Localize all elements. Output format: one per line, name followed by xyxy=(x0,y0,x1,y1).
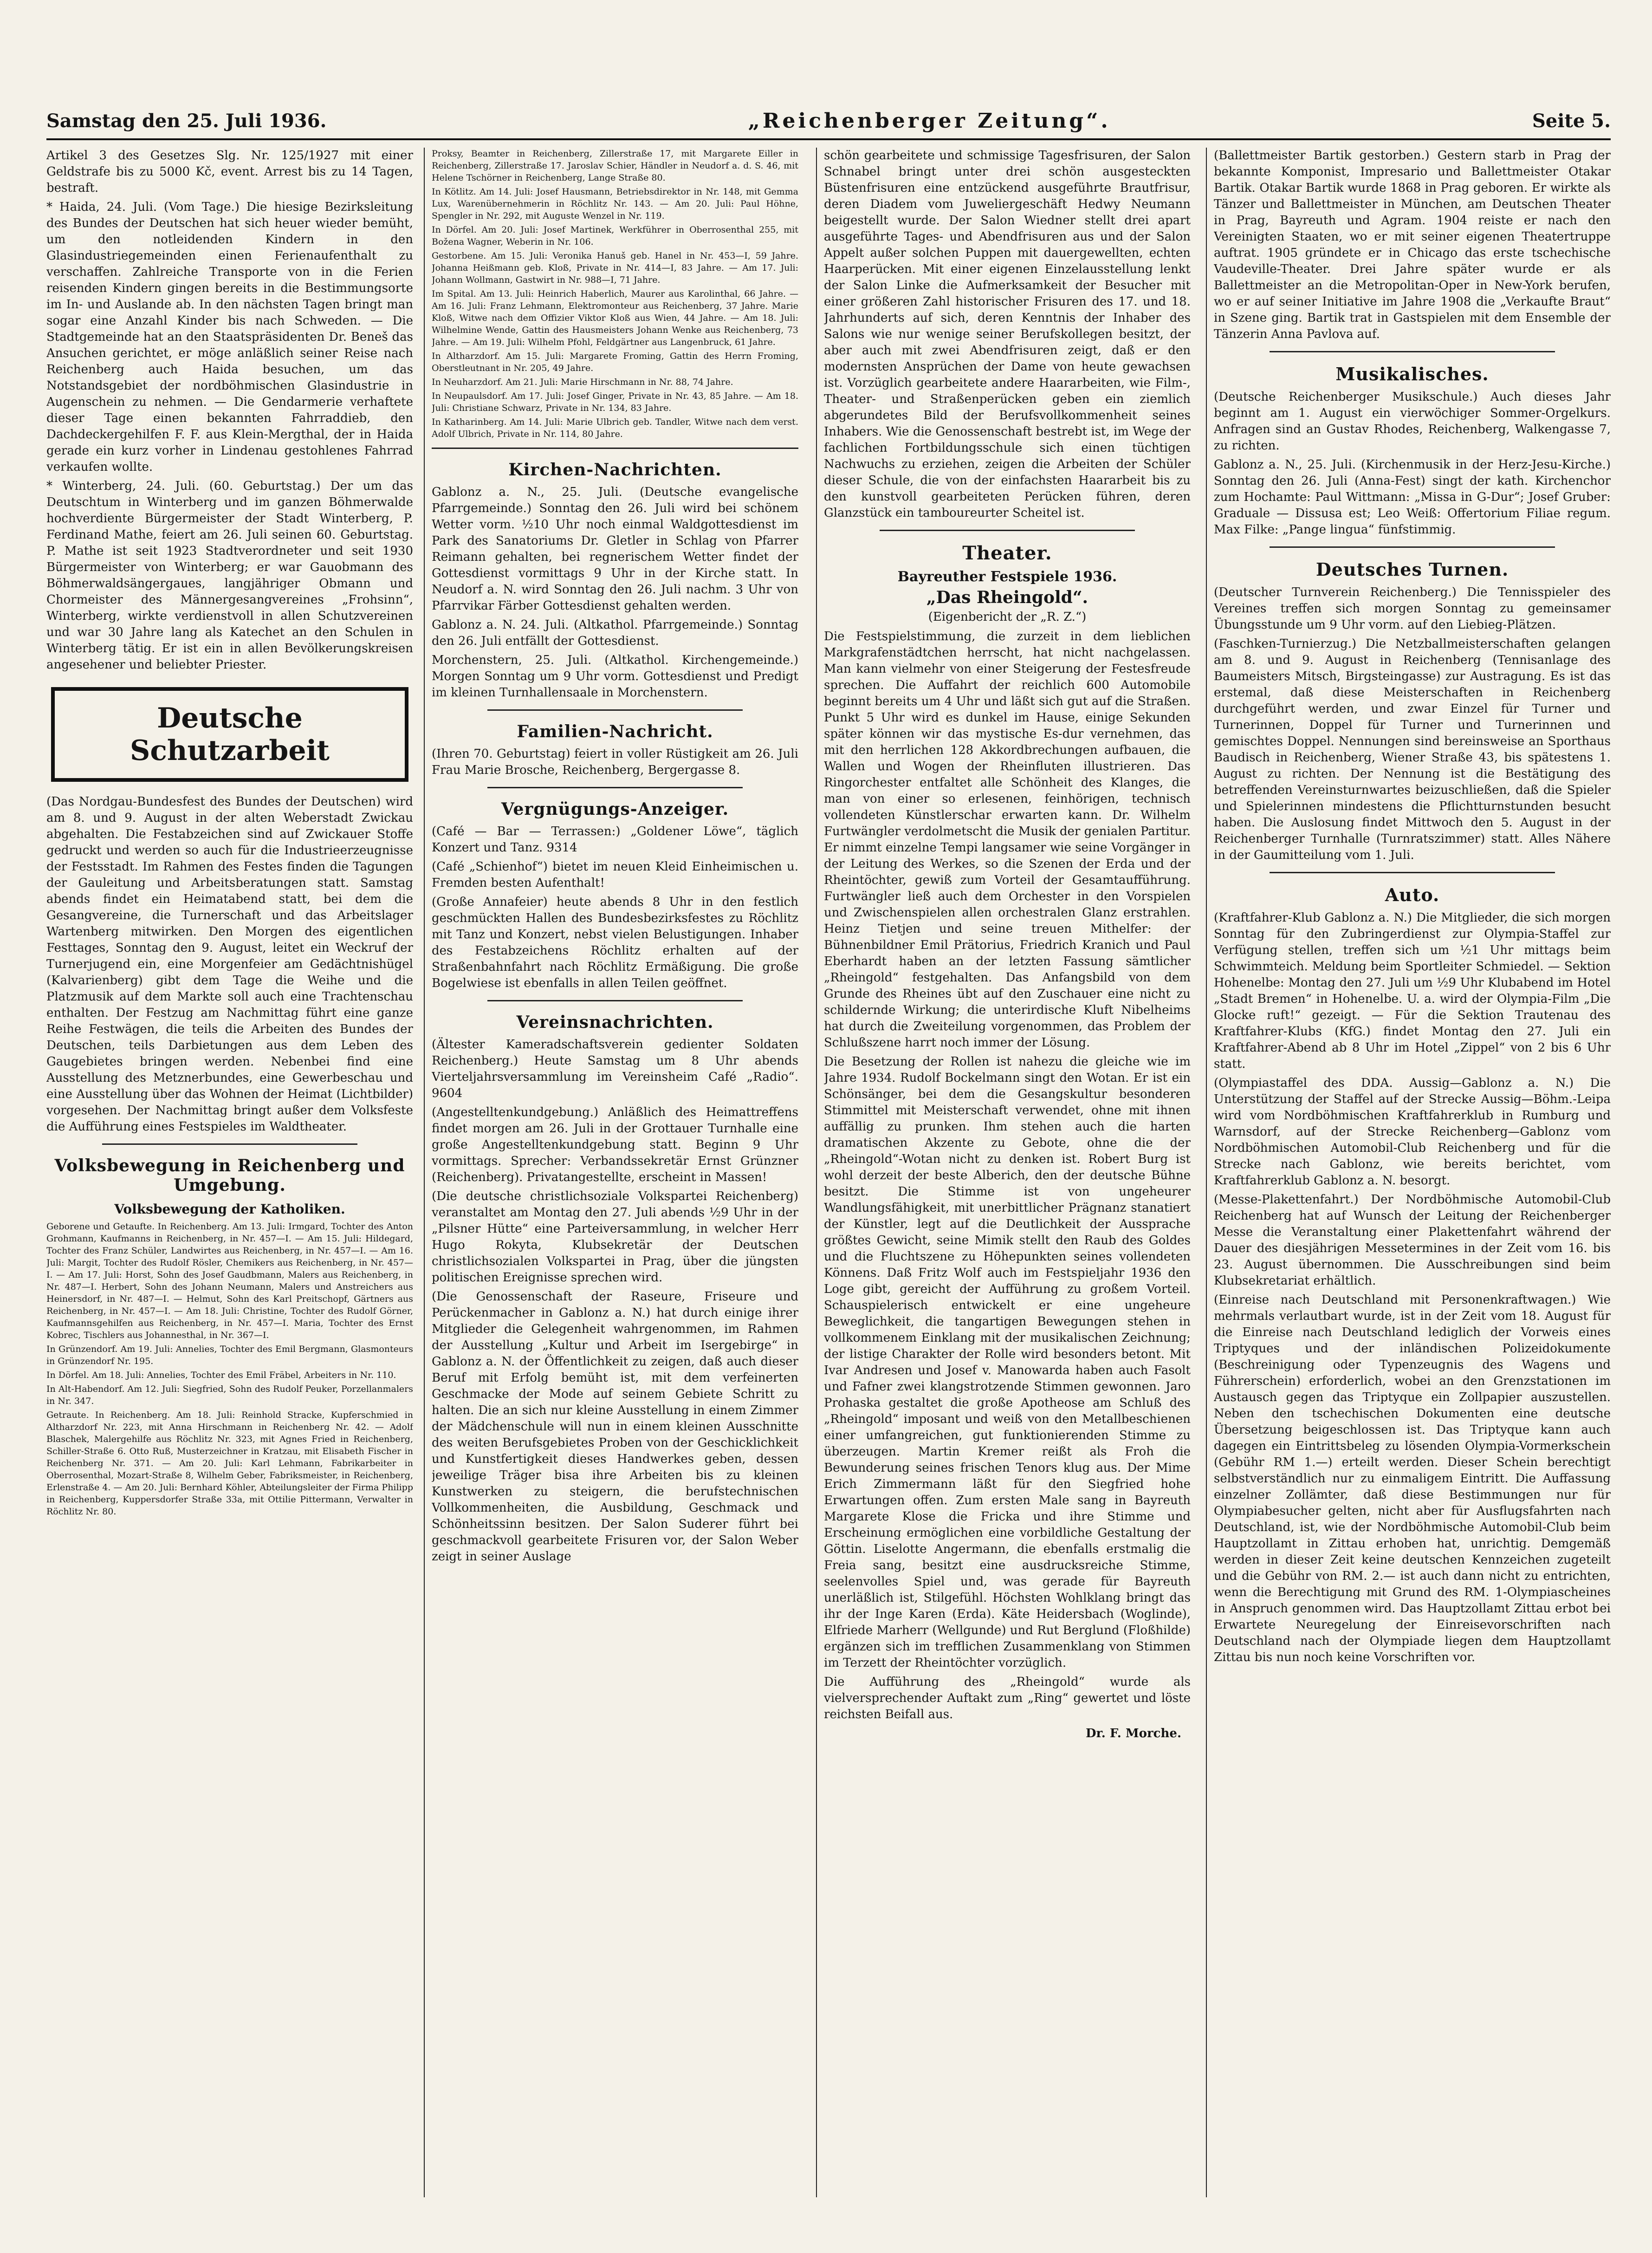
article-paragraph: Artikel 3 des Gesetzes Slg. Nr. 125/1927 mit einer Geldstrafe bis zu 5000 Kč, event. Arrest bis zu 14 Tagen, bestraft. xyxy=(46,149,413,195)
vital-record: In Alt-Habendorf. Am 12. Juli: Siegfried, Sohn des Rudolf Peuker, Porzellanmalers in Nr. 347. xyxy=(46,1384,413,1406)
section-rule xyxy=(487,709,743,711)
vital-record: In Neuharzdorf. Am 21. Juli: Marie Hirschmann in Nr. 88, 74 Jahre. xyxy=(432,377,733,387)
article-paragraph: Morchenstern, 25. Juli. (Altkathol. Kirchengemeinde.) Morgen Sonntag um 9 Uhr vorm. Gottesdienst und Predigt im kleinen Turnhallensaale in Morchenstern. xyxy=(432,653,798,700)
column-4 xyxy=(1214,148,1611,2197)
section-heading: Familien-Nachricht. xyxy=(517,722,713,741)
article-paragraph: (Die Genossenschaft der Raseure, Friseure und Perückenmacher in Gablonz a. N.) hat durch einige ihrer Mitglieder die Gelegenheit wahrgenommen, im Rahmen der Ausstellung „Kultur und Arbeit im Isergebirge“ in Gablonz a. N. der Öffentlichkeit zu zeigen, daß auch dieser Beruf mit Erfolg bemüht ist, mit dem verfeinerten Geschmacke der Mode auf seinem Gebiete Schritt zu halten. Die an sich nur kleine Ausstellung in einem Zimmer der Mädchenschule will nun in einem kleinen Ausschnitte des weiten Berufsgebietes Proben von der Geschicklichkeit und Kunstfertigkeit dieses Handwerkes geben, dessen jeweilige Träger bisa ihre Arbeiten bis zu kleinen Kunstwerken zu steigern, die berufstechnischen Vollkommenheiten, die Ausbildung, Geschmack und Schönheitssinn besitzen. Der Salon Suderer führt bei geschmackvoll gearbeitete Frisuren vor, der Salon Weber zeigt in seiner Auslage xyxy=(432,1290,798,1564)
vital-record: In Kötlitz. Am 14. Juli: Josef Hausmann, Betriebsdirektor in Nr. 148, mit Gemma Lux, Warenübernehmerin in Röchlitz Nr. 143. — Am 20. Juli: Paul Höhne, Spengler in Nr. 292, mit Auguste Wenzel in Nr. 119. xyxy=(432,187,798,221)
section-heading: Kirchen-Nachrichten. xyxy=(508,460,722,480)
vital-record: In Dörfel. Am 20. Juli: Josef Martinek, Werkführer in Oberrosenthal 255, mit Božena Wagner, Weberin in Nr. 106. xyxy=(432,225,798,247)
section-rule xyxy=(1270,872,1555,873)
article-paragraph: (Ihren 70. Geburtstag) feiert in voller Rüstigkeit am 26. Juli Frau Marie Brosche, Reichenberg, Bergergasse 8. xyxy=(432,747,798,777)
article-paragraph: (Café — Bar — Terrassen:) „Goldener Löwe“, täglich Konzert und Tanz. 9314 xyxy=(432,825,798,855)
section-heading: Deutsches Turnen. xyxy=(1315,559,1509,580)
article-nordgau: (Das Nordgau-Bundesfest des Bundes der Deutschen) wird am 8. und 9. August in der alten Weberstadt Zwickau abgehalten. Die Festabzeichen sind auf Zwickauer Stoffe gedruckt und werden so auch für die Industrieerzeugnisse der Festsstadt. Im Rahmen des Festes finden die Tagungen der Gauleitung und Arbeitsberatungen statt. Samstag abends findet ein Heimatabend statt, bei dem die Gesangvereine, die Turnerschaft und das Arbeitslager Wartenberg mitwirken. Den Morgen des eigentlichen Festtages, Sonntag den 9. August, leitet ein Weckruf der Turnerjugend ein, eine Morgenfeier am Gedächtnishügel (Kalvarienberg) gibt dem Tage die Weihe und die Platzmusik auf dem Markte soll auch eine Trachtenschau enthalten. Der Festzug am Nachmittag führt eine ganze Reihe Festwägen, die teils die Arbeiten des Bundes der Deutschen, teils Darbietungen aus dem Leben des Gaugebietes bringen werden. Nebenbei find eine Ausstellung des Metznerbundes, eine Gewerbeschau und eine Ausstellung über das Wohnen der Heimat (Lichtbilder) vorgesehen. Der Nachmittag bringt außer dem Volksfeste die Aufführung eines Festspieles im Waldtheater. xyxy=(46,795,413,1134)
article-paragraph: (Messe-Plakettenfahrt.) Der Nordböhmische Automobil-Club Reichenberg hat auf Wunsch der Leitung der Reichenberger Messe die Veranstaltung einer Plakettenfahrt während der Dauer des diesjährigen Messetermines in der Zeit vom 16. bis 23. August übernommen. Die Ausschreibungen sind beim Klubsekretariat erhältlich. xyxy=(1214,1193,1611,1288)
article-kicker: Bayreuther Festspiele 1936. xyxy=(897,569,1117,585)
vital-record: In Grünzendorf. Am 19. Juli: Annelies, Tochter des Emil Bergmann, Glasmonteurs in Grünzendorf Nr. 195. xyxy=(46,1344,413,1366)
section-rule xyxy=(1270,351,1555,352)
article-paragraph: (Faschken-Turnierzug.) Die Netzballmeisterschaften gelangen am 8. und 9. August in Reichenberg (Tennisanlage des Baumeisters Mitsch, Birgsteingasse) zur Austragung. Es ist das erstemal, daß diese Meisterschaften in Reichenberg durchgeführt werden, und zwar Einzel für Turner und Turnerinnen, Doppel für Turner und Turnerinnen und gemischtes Doppel. Nennungen sind bereinsweise an Sporthaus Baudisch in Reichenberg, Wiener Straße 43, bis spätestens 1. August zu richten. Der Nennung ist die Bestätigung des betreffenden Vereinsturnwartes beizuschließen, daß die Spieler und Spielerinnen mindestens die Pflichtturnstunden besucht haben. Die Auslosung findet Mittwoch den 5. August in der Reichenberger Turnhalle (Turnratszimmer) statt. Alles Nähere in der Gaumitteilung vom 1. Juli. xyxy=(1214,637,1611,862)
article-haida: * Haida, 24. Juli. (Vom Tage.) Die hiesige Bezirksleitung des Bundes der Deutschen hat sich heuer wieder bemüht, um den notleidenden Kindern in den Glasindustriegemeinden einen Ferienaufenthalt zu verschaffen. Zahlreiche Transporte von in die Ferien reisenden Kindern gingen bereits in die Bestimmungsorte im In- und Auslande ab. In den nächsten Tagen bringt man sogar eine Anzahl Kinder bis nach Schweden. — Die Stadtgemeinde hat an den Staatspräsidenten Dr. Beneš das Ansuchen gerichtet, er möge anläßlich seiner Reise nach Reichenberg auch Haida besuchen, um das Notstandsgebiet der nordböhmischen Glasindustrie in Augenschein zu nehmen. — Die Gendarmerie verhaftete dieser Tage einen bekannten Fahrraddieb, den Dachdeckergehilfen F. F. aus Klein-Mergthal, der in Haida gerade ein kurz vorher in Lindenau gestohlenes Fahrrad verkaufen wollte. xyxy=(46,200,413,474)
column-1 xyxy=(46,148,413,2197)
page-header xyxy=(46,107,1611,135)
article-paragraph: Die Aufführung des „Rheingold“ wurde als vielversprechender Auftakt zum „Ring“ gewertet und löste reichsten Beifall aus. xyxy=(824,1675,1191,1721)
section-heading: Auto. xyxy=(1385,884,1440,905)
section-rule xyxy=(487,787,743,788)
article-paragraph: Gablonz a. N., 25. Juli. (Kirchenmusik in der Herz-Jesu-Kirche.) Sonntag den 26. Juli (Anna-Fest) singt der kath. Kirchenchor zum Hochamte: Paul Wittmann: „Missa in G-Dur“; Josef Gruber: Graduale — Dissusa est; Leo Weiß: Offertorium Filiae regum. Max Filke: „Pange lingua“ fünfstimmig. xyxy=(1214,458,1611,537)
column-rule xyxy=(816,148,817,2197)
vital-record: Geborene und Getaufte. In Reichenberg. Am 13. Juli: Irmgard, Tochter des Anton Grohmann, Kaufmanns in Reichenberg, in Nr. 457—I. — Am 15. Juli: Hildegard, Tochter des Franz Schüler, Landwirtes aus Reichenberg, in Nr. 457—I. — Am 16. Juli: Margit, Tochter des Rudolf Rösler, Chemikers aus Reichenberg, in Nr. 457—I. — Am 17. Juli: Horst, Sohn des Josef Gaudbmann, Malers aus Reichenberg, in Nr. 487—I. Herbert, Sohn des Johann Neumann, Malers und Anstreichers aus Heinersdorf, in Nr. 487—I. — Helmut, Sohn des Karl Preitschopf, Gärtners aus Reichenberg, in Nr. 457—I. — Am 18. Juli: Christine, Tochter des Rudolf Görner, Kaufmannsgehilfen aus Reichenberg, in Nr. 457—I. Maria, Tochter des Ernst Kobrec, Tischlers aus Johannesthal, in Nr. 367—I. xyxy=(46,1221,413,1340)
article-paragraph: (Ältester Kameradschaftsverein gedienter Soldaten Reichenberg.) Heute Samstag um 8 Uhr abends Vierteljahrsversammlung im Vereinsheim Café „Radio“. 9604 xyxy=(432,1038,798,1100)
vital-record: Proksy, Beamter in Reichenberg, Zillerstraße 17, mit Margarete Eiller in Reichenberg, Zillerstraße 17. Jaroslav Schier, Händler in Neudorf a. d. S. 46, mit Helene Tschörner in Reichenberg, Lange Straße 80. xyxy=(432,149,798,183)
section-rule xyxy=(1270,546,1555,548)
header-rule xyxy=(46,138,1611,140)
column-3 xyxy=(824,148,1191,2197)
article-paragraph: (Deutscher Turnverein Reichenberg.) Die Tennisspieler des Vereines treffen sich morgen Sonntag zu gemeinsamer Übungsstunde um 9 Uhr vorm. auf den Liebieg-Plätzen. xyxy=(1214,585,1611,632)
vital-record: Gestorbene. Am 15. Juli: Veronika Hanuš geb. Hanel in Nr. 453—I, 59 Jahre. Johanna Heißmann geb. Kloß, Private in Nr. 414—I, 83 Jahre. — Am 17. Juli: Johann Wollmann, Gastwirt in Nr. 988—I, 71 Jahre. xyxy=(432,251,798,285)
article-paragraph: (Große Annafeier) heute abends 8 Uhr in den festlich geschmückten Hallen des Bundesbezirksfestes zu Röchlitz mit Tanz und Konzert, nebst vielen Belustigungen. Inhaber des Festabzeichens Röchlitz erhalten auf der Straßenbahnfahrt nach Röchlitz Ermäßigung. Die große Bogelwiese ist ebenfalls in allen Teilen geöffnet. xyxy=(432,895,798,990)
article-paragraph: (Einreise nach Deutschland mit Personenkraftwagen.) Wie mehrmals verlautbart wurde, ist in der Zeit vom 18. August für die Einreise nach Deutschland lediglich der Vorweis eines Triptyques und der inländischen Polizeidokumente (Beschreinigung oder Typenzeugnis des Wagens und Führerschein) erforderlich, wobei an den Grenzstationen im Austausch gegen das Triptyque ein Zollpapier auszustellen. Neben den tschechischen Dokumenten eine deutsche Übersetzung beigeschlossen ist. Das Triptyque kann auch dagegen ein Eintrittsbeleg zu lösenden Olympia-Vormerkschein (Gebühr RM 1.—) erteilt werden. Dieser Schein berechtigt selbstverständlich nur zu einmaligem Eintritt. Die Auffassung einzelner Zollämter, daß diese Bestimmungen nur für Olympiabesucher gelten, nicht aber für Ausflugsfahrten nach Deutschland, ist, wie der Nordböhmische Automobil-Club beim Hauptzollamt in Zittau erhoben hat, unrichtig. Demgemäß werden in dieser Zeit keine deutschen Kennzeichen zugeteilt und die Gebühr von RM. 2.— ist auch dann nicht zu entrichten, wenn die Berechtigung mit Grund des RM. 1-Olympiascheines in Anspruch genommen wird. Das Hauptzollamt Zittau erbot bei Erwartete Neuregelung der Einreisevorschriften nach Deutschland nach der Olympiade liegen dem Hauptzollamt Zittau bis nun noch keine Vorschriften vor. xyxy=(1214,1293,1611,1664)
section-rule xyxy=(102,1143,357,1145)
vital-record: In Altharzdorf. Am 15. Juli: Margarete Froming, Gattin des Herrn Froming, Oberstleutnant in Nr. 205, 49 Jahre. xyxy=(432,351,798,373)
article-paragraph: Gablonz a. N., 25. Juli. (Deutsche evangelische Pfarrgemeinde.) Sonntag den 26. Juli wird bei schönem Wetter vorm. ½10 Uhr noch einmal Waldgottesdienst im Park des Sanatoriums Dr. Gletler in Schlag von Pfarrer Reimann gehalten, bei regnerischem Wetter findet der Gottesdienst vormittags 9 Uhr in der Kirche statt. In Neudorf a. N. wird Sonntag den 26. Juli nachm. 3 Uhr von Pfarrvikar Färber Gottesdienst gehalten werden. xyxy=(432,485,798,613)
section-rule xyxy=(880,530,1135,531)
article-byline: Dr. F. Morche. xyxy=(1085,1727,1181,1740)
header-date: Samstag den 25. Juli 1936. xyxy=(46,110,327,132)
column-rule xyxy=(1206,148,1207,2197)
section-heading: Volksbewegung in Reichenberg und Umgebung. xyxy=(54,1156,405,1195)
article-paragraph: Gablonz a. N. 24. Juli. (Altkathol. Pfarrgemeinde.) Sonntag den 26. Juli entfällt der Gottesdienst. xyxy=(432,618,798,648)
section-heading: Theater. xyxy=(962,542,1052,564)
section-subheading: Volksbewegung der Katholiken. xyxy=(114,1201,345,1217)
vital-record: Im Spital. Am 13. Juli: Heinrich Haberlich, Maurer aus Karolinthal, 66 Jahre. — Am 16. Juli: Franz Lehmann, Elektromonteur aus Reichenberg, 37 Jahre. Marie Kloß, Witwe nach dem Offizier Viktor Kloß aus Wien, 44 Jahre. — Am 18. Juli: Wilhelmine Wende, Gattin des Hausmeisters Johann Wenke aus Reichenberg, 73 Jahre. — Am 19. Juli: Wilhelm Pfohl, Feldgärtner aus Langenbruck, 61 Jahre. xyxy=(432,289,798,347)
column-2 xyxy=(432,148,798,2197)
vital-record: In Katharinberg. Am 14. Juli: Marie Ulbrich geb. Tandler, Witwe nach dem verst. Adolf Ulbrich, Private in Nr. 114, 80 Jahre. xyxy=(432,417,798,439)
article-paragraph: (Olympiastaffel des DDA. Aussig—Gablonz a. N.) Die Unterstützung der Staffel auf der Strecke Aussig—Böhm.-Leipa wird vom Nordböhmischen Kraftfahrerklub in Rumburg und Warnsdorf, auf der Strecke Reichenberg—Gablonz vom Nordböhmischen Automobil-Club Reichenberg und für die Strecke nach Gablonz, wie bereits berichtet, vom Kraftfahrerklub Gablonz a. N. besorgt. xyxy=(1214,1076,1611,1188)
article-paragraph: (Angestelltenkundgebung.) Anläßlich des Heimattreffens findet morgen am 26. Juli in der Grottauer Turnhalle eine große Angestelltenkundgebung statt. Beginn 9 Uhr vormittags. Sprecher: Verbandssekretär Ernst Grünzner (Reichenberg). Privatangestellte, erscheint in Massen! xyxy=(432,1105,798,1184)
section-rule xyxy=(487,1000,743,1001)
article-paragraph: (Die deutsche christlichsoziale Volkspartei Reichenberg) veranstaltet am Montag den 27. Juli abends ½9 Uhr in der „Pilsner Hütte“ eine Parteiversammlung, in welcher Herr Hugo Rokyta, Klubsekretär der Deutschen christlichsozialen Volkspartei in Prag, über die jüngsten politischen Ereignisse sprechen wird. xyxy=(432,1189,798,1285)
vital-record: Getraute. In Reichenberg. Am 18. Juli: Reinhold Stracke, Kupferschmied in Altharzdorf Nr. 223, mit Anna Hirschmann in Reichenberg Nr. 42. — Adolf Blaschek, Malergehilfe aus Röchlitz Nr. 323, mit Agnes Fried in Reichenberg, Schiller-Straße 6. Otto Ruß, Musterzeichner in Kratzau, mit Elisabeth Fischer in Reichenberg Nr. 371. — Am 20. Juli: Karl Lehmann, Fabrikarbeiter in Oberrosenthal, Mozart-Straße 8, Wilhelm Geber, Fabriksmeister, in Reichenberg, Erlenstraße 4. — Am 20. Juli: Bernhard Köhler, Abteilungsleiter der Firma Philipp in Reichenberg, Kuppersdorfer Straße 33a, mit Ottilie Pittermann, Verwalter in Röchlitz Nr. 80. xyxy=(46,1410,413,1517)
article-paragraph: Die Besetzung der Rollen ist nahezu die gleiche wie im Jahre 1934. Rudolf Bockelmann singt den Wotan. Er ist ein Schönsänger, bei dem die Gesangskultur besonderen Stimmittel mit Meisterschaft verwendet, ohne mit ihnen auffällig zu prunken. Ihm stehen auch die harten dramatischen Akzente zu Gebote, ohne die der „Rheingold“-Wotan nicht zu denken ist. Robert Burg ist wohl derzeit der beste Alberich, den der deutsche Bühne besitzt. Die Stimme ist von ungeheurer Wandlungsfähigkeit, mit unerbittlicher Prägnanz stanatiert der Künstler, legt auf die Deutlichkeit der Aussprache größtes Gewicht, seine Mimik stellt den Raub des Goldes und die Fluchtszene zu Höhepunkten seines vollendeten Könnens. Daß Fritz Wolf auch im Festspieljahr 1936 den Loge gibt, gereicht der Aufführung zu großem Vorteil. Schauspielerisch entwickelt er eine ungeheure Beweglichkeit, die tangartigen Bewegungen stehen in vollkommenem Einklang mit der musikalischen Zeichnung; der listige Charakter der Rolle wird besonders betont. Mit Ivar Andresen und Josef v. Manowarda haben auch Fasolt und Fafner zwei klangstrotzende Stimmen gewonnen. Jaro Prohaska gestaltet die große Apotheose am Schluß des „Rheingold“ imposant und weiß von den Metallbeschienen einer umfangreichen, gut funktionierenden Stimme zu überzeugen. Martin Kremer reißt als Froh die Bewunderung seines frischen Tenors klug aus. Der Mime Erich Zimmermann läßt für den Siegfried hohe Erwartungen offen. Zum ersten Male sang in Bayreuth Margarete Klose die Fricka und ihre Stimme und Erscheinung ermöglichen eine vorbildliche Gestaltung der Göttin. Liselotte Angermann, die ebenfalls erstmalig die Freia sang, besitzt eine ausdrucksreiche Stimme, seelenvolles Spiel und, was gerade für Bayreuth unerläßlich ist, Stilgefühl. Höchsten Wohlklang bringt das ihr der Inge Karen (Erda). Käte Heidersbach (Woglinde), Elfriede Marherr (Wellgunde) und Rut Berglund (Floßhilde) ergänzen sich im trefflichen Zusammenklang von Stimmen im Terzett der Rheintöchter vorzüglich. xyxy=(824,1055,1191,1670)
header-masthead: „Reichenberger Zeitung“. xyxy=(748,109,1111,133)
section-box-title: Deutsche Schutzarbeit xyxy=(51,687,408,782)
vital-record: In Dörfel. Am 18. Juli: Annelies, Tochter des Emil Fräbel, Arbeiters in Nr. 110. xyxy=(46,1370,396,1380)
section-heading: Vergnügungs-Anzeiger. xyxy=(501,799,729,819)
article-paragraph: (Ballettmeister Bartik gestorben.) Gestern starb in Prag der bekannte Komponist, Impresario und Ballettmeister Otakar Bartik. Otakar Bartik wurde 1868 in Prag geboren. Er wirkte als Tänzer und Ballettmeister in München, am Deutschen Theater in Prag, Bayreuth und Agram. 1904 reiste er nach den Vereinigten Staaten, wo er mit seiner eigenen Theatertruppe auftrat. 1905 gründete er in Chicago das erste tschechische Vaudeville-Theater. Drei Jahre später wurde er als Ballettmeister an die Metropolitan-Oper in New-York berufen, wo er auf seiner Initiative im Jahre 1908 die „Verkaufte Braut“ in Szene ging. Bartik trat in Gastspielen mit dem Ensemble der Tänzerin Anna Pavlova auf. xyxy=(1214,149,1611,341)
section-heading: Musikalisches. xyxy=(1335,364,1489,384)
article-paragraph: (Deutsche Reichenberger Musikschule.) Auch dieses Jahr beginnt am 1. August ein vierwöchiger Sommer-Orgelkurs. Anfragen sind an Gustav Rhodes, Reichenberg, Walkengasse 7, zu richten. xyxy=(1214,390,1611,453)
section-heading: Vereinsnachrichten. xyxy=(516,1013,714,1032)
vital-record: In Neupaulsdorf. Am 17. Juli: Josef Ginger, Private in Nr. 43, 85 Jahre. — Am 18. Juli: Christiane Schwarz, Private in Nr. 134, 83 Jahre. xyxy=(432,391,798,413)
article-paragraph: schön gearbeitete und schmissige Tagesfrisuren, der Salon Schnabel bringt unter drei schön ausgesteckten Büstenfrisuren eine entzückend ausgeführte Brautfrisur, deren Diadem vom Juweliergeschäft Hedwy Neumann beigestellt wurde. Der Salon Wiedner stellt drei apart ausgeführte Tages- und Abendfrisuren aus und der Salon Appelt außer solchen Puppen mit dauergewellten, echten Haarperücken. Mit einer eigenen Einzelausstellung lenkt der Salon Linke die Aufmerksamkeit der Besucher mit einer größeren Zahl historischer Frisuren des 17. und 18. Jahrhunderts auf sich, deren Kenntnis der Inhaber des Salons wie nur wenige seiner Berufskollegen besitzt, der aber auch mit zwei Abendfrisuren zeigt, daß er den modernsten Ansprüchen der Dame von heute gewachsen ist. Vorzüglich gearbeitete andere Haararbeiten, wie Film-, Theater- und Straßenperücken geben ein ziemlich abgerundetes Bild der Berufsvollkommenheit seines Inhabers. Wie die Genossenschaft bestrebt ist, im Wege der fachlichen Fortbildungsschule sich einen tüchtigen Nachwuchs zu erziehen, zeigen die Arbeiten der Schüler dieser Schule, die von der einfachsten Haararbeit bis zu den kunstvoll gearbeiteten Perücken führen, deren Glanzstück ein tamboureurter Scheitel ist. xyxy=(824,149,1191,520)
article-title: „Das Rheingold“. xyxy=(926,588,1088,607)
column-rule xyxy=(424,148,425,2197)
article-paragraph: (Café „Schienhof“) bietet im neuen Kleid Einheimischen u. Fremden besten Aufenthalt! xyxy=(432,860,798,890)
article-source: (Eigenbericht der „R. Z.“) xyxy=(928,610,1087,624)
section-rule xyxy=(432,448,798,449)
article-paragraph: (Kraftfahrer-Klub Gablonz a. N.) Die Mitglieder, die sich morgen Sonntag für den Zubringerdienst zur Olympia-Staffel zur Verfügung stellen, treffen sich um ½1 Uhr mittags beim Schwimmteich. Meldung beim Sportleiter Schmiedel. — Sektion Hohenelbe: Montag den 27. Juli um ½9 Uhr Klubabend im Hotel „Stadt Bremen“ in Hohenelbe. U. a. wird der Olympia-Film „Die Glocke ruft!“ gezeigt. — Für die Sektion Trautenau des Kraftfahrer-Klubs (KfG.) findet Montag den 27. Juli ein Kraftfahrer-Abend ab 8 Uhr im Hotel „Zippel“ von 2 bis 6 Uhr statt. xyxy=(1214,911,1611,1071)
header-page-number: Seite 5. xyxy=(1532,110,1611,132)
article-paragraph: Die Festspielstimmung, die zurzeit in dem lieblichen Markgrafenstädtchen herrscht, hat nicht nachgelassen. Man kann vielmehr von einer Steigerung der Festesfreude sprechen. Die Auffahrt der reichlich 600 Automobile beginnt bereits um 4 Uhr und läßt sich gut auf die Straßen. Punkt 5 Uhr wird es dunkel im Hause, einige Sekunden später können wir das mystische Es-dur vernehmen, das mit den herrlichen 128 Akkordbrechungen aufbauen, die Wallen und Wogen der Rheinfluten illustrieren. Das Ringorchester entfaltet alle Schönheit des Klanges, die man von einer so erlesenen, feinhörigen, technisch vollendeten Künstlerschar erwarten kann. Dr. Wilhelm Furtwängler verdolmetscht die Musik der genialen Partitur. Er nimmt einzelne Tempi langsamer wie seine Vorgänger in der Leitung des Werkes, so die Szenen der Erda und der Rheintöchter, gewiß zum Vorteil der Gesamtaufführung. Furtwängler ließ auch dem Orchester in den Vorspielen und Zwischenspielen allen orchestralen Glanz erstrahlen. Heinz Tietjen und seine treuen Mithelfer: der Bühnenbildner Emil Prätorius, Friedrich Kranich und Paul Eberhardt haben an der letzten Fassung sämtlicher „Rheingold“ festgehalten. Das Anfangsbild von dem Grunde des Rheines übt auf den Zuschauer eine nicht zu schildernde Wirkung; die unterirdische Kluft Nibelheims hat durch die Zweiteilung vorgenommen, das Problem der Schlußszene harrt noch immer der Lösung. xyxy=(824,630,1191,1050)
article-winterberg: * Winterberg, 24. Juli. (60. Geburtstag.) Der um das Deutschtum in Winterberg und im ganzen Böhmerwalde hochverdiente Bürgermeister der Stadt Winterberg, P. Ferdinand Mathe, feiert am 26. Juli seinen 60. Geburtstag. P. Mathe ist seit 1923 Stadtverordneter und seit 1930 Bürgermeister von Winterberg; er war Gauobmann des Böhmerwaldsängergaues, langjähriger Obmann und Chormeister des Männergesangvereines „Frohsinn“, Winterberg, wirkte verdienstvoll in allen Schutzvereinen und war 30 Jahre lang als Katechet an den Schulen in Winterberg tätig. Er ist ein in allen Bevölkerungskreisen angesehener und beliebter Priester. xyxy=(46,479,413,672)
